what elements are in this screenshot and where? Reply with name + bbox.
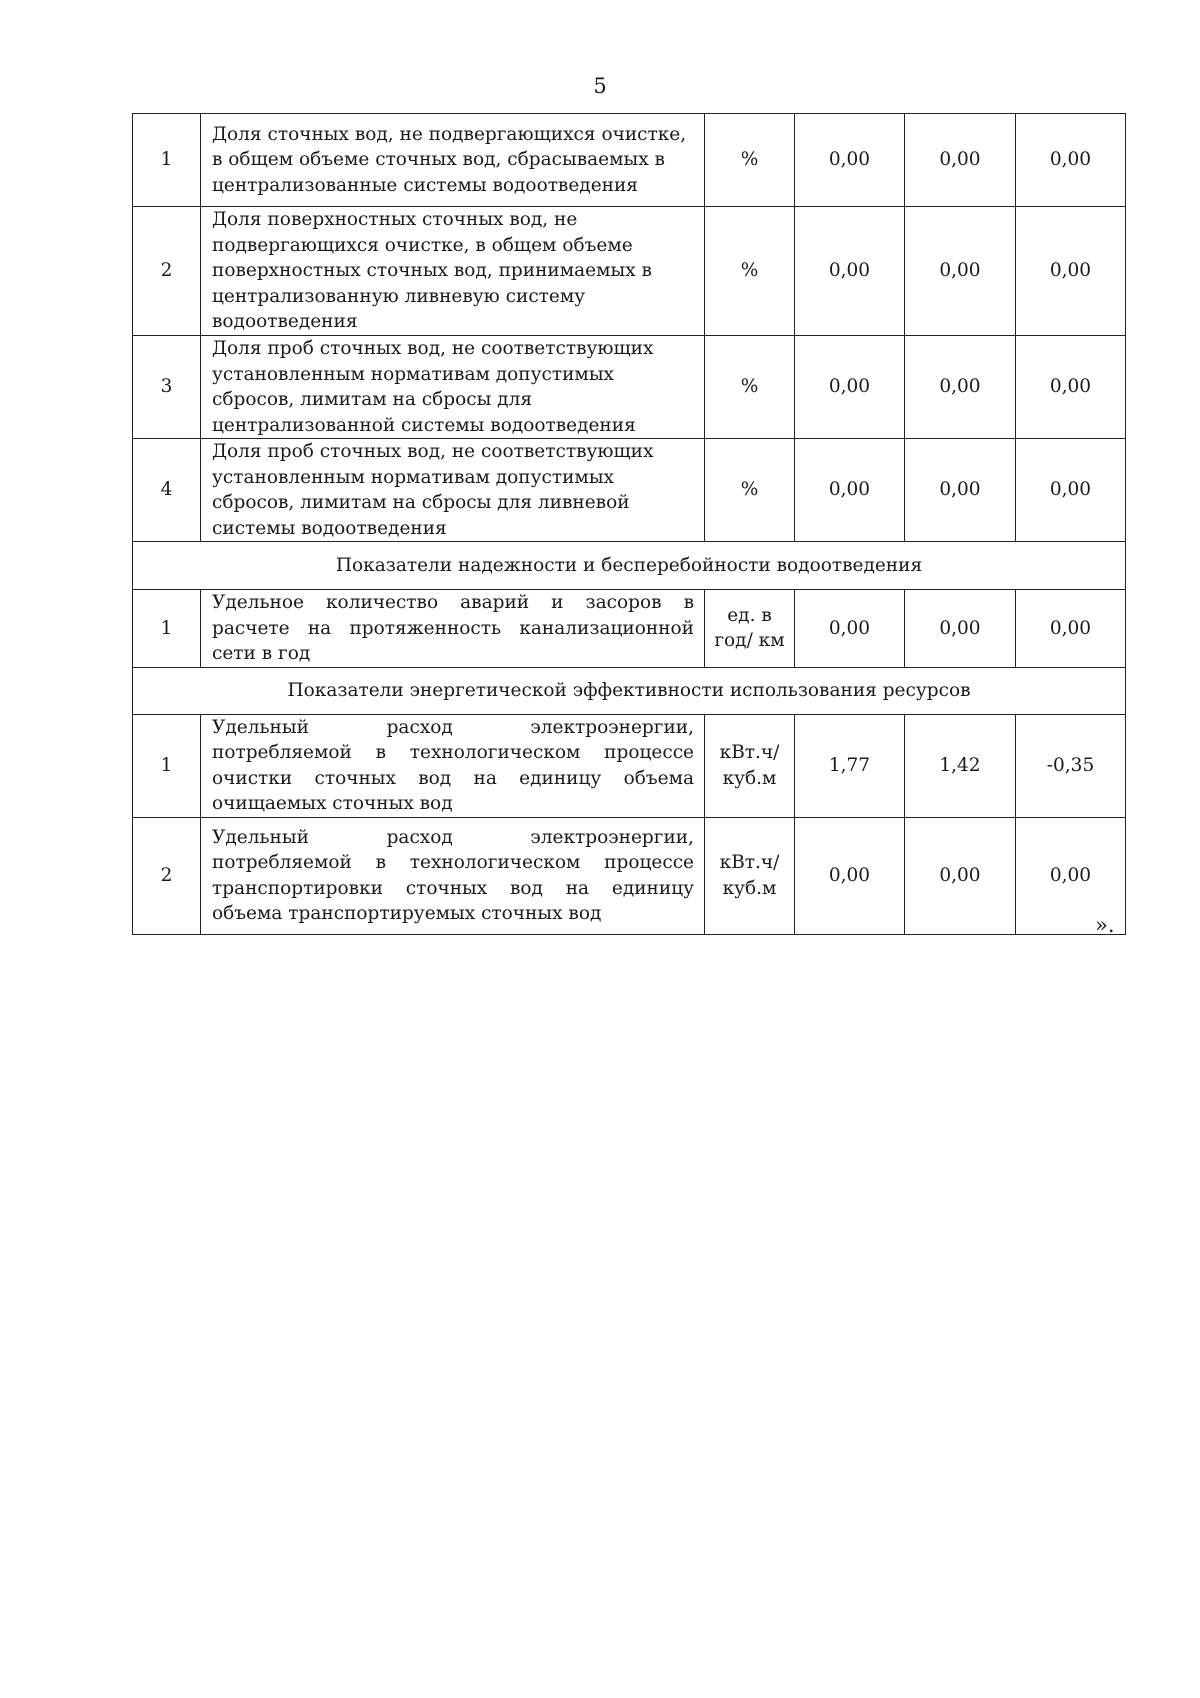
row-number: 1: [133, 114, 201, 207]
value-cell-2: 0,00: [905, 114, 1016, 207]
value-cell-3: 0,00: [1016, 207, 1126, 336]
value-cell-2: 0,00: [905, 207, 1016, 336]
table-row: [133, 207, 1126, 336]
closing-quote-mark: ».: [1095, 913, 1115, 937]
table-row: [133, 590, 1126, 668]
indicator-description: Удельное количество аварий и засоров в расчете на протяженность канализационной сети в год: [201, 590, 705, 668]
table-row: [133, 714, 1126, 817]
unit-cell: кВт.ч/ куб.м: [705, 817, 795, 934]
indicator-description: Доля проб сточных вод, не соответствующих установленным нормативам допустимых сбросов, лимитам на сбросы для централизованной системы водоотведения: [201, 336, 705, 439]
value-cell-3: 0,00: [1016, 590, 1126, 668]
unit-cell: %: [705, 114, 795, 207]
indicator-description: Удельный расход электроэнергии, потребляемой в технологическом процессе очистки сточных вод на единицу объема очищаемых сточных вод: [201, 714, 705, 817]
section-heading: Показатели энергетической эффективности использования ресурсов: [133, 667, 1126, 714]
table-row: [133, 439, 1126, 542]
section-heading-row: [133, 667, 1126, 714]
unit-cell: ед. в год/ км: [705, 590, 795, 668]
value-cell-3: 0,00: [1016, 439, 1126, 542]
row-number: 1: [133, 590, 201, 668]
unit-cell: %: [705, 439, 795, 542]
row-number: 4: [133, 439, 201, 542]
value-cell-1: 0,00: [795, 817, 905, 934]
unit-cell: %: [705, 336, 795, 439]
unit-cell: кВт.ч/ куб.м: [705, 714, 795, 817]
value-cell-1: 0,00: [795, 590, 905, 668]
indicators-table: [132, 113, 1126, 935]
value-cell-3: 0,00: [1016, 336, 1126, 439]
indicator-description: Доля проб сточных вод, не соответствующих установленным нормативам допустимых сбросов, лимитам на сбросы для ливневой системы водоотведения: [201, 439, 705, 542]
value-cell-3: -0,35: [1016, 714, 1126, 817]
row-number: 3: [133, 336, 201, 439]
section-heading: Показатели надежности и бесперебойности водоотведения: [133, 542, 1126, 590]
value-cell-1: 0,00: [795, 439, 905, 542]
value-cell-2: 0,00: [905, 817, 1016, 934]
value-cell-1: 0,00: [795, 207, 905, 336]
row-number: 1: [133, 714, 201, 817]
section-heading-row: [133, 542, 1126, 590]
value-cell-2: 0,00: [905, 590, 1016, 668]
value-cell-1: 0,00: [795, 336, 905, 439]
table-row: [133, 817, 1126, 934]
page-number: 5: [593, 74, 607, 98]
indicator-description: Доля поверхностных сточных вод, не подвергающихся очистке, в общем объеме поверхностных сточных вод, принимаемых в централизованную ливневую систему водоотведения: [201, 207, 705, 336]
value-cell-2: 0,00: [905, 439, 1016, 542]
row-number: 2: [133, 207, 201, 336]
table-row: [133, 336, 1126, 439]
table-row: [133, 114, 1126, 207]
row-number: 2: [133, 817, 201, 934]
value-cell-1: 1,77: [795, 714, 905, 817]
unit-cell: %: [705, 207, 795, 336]
value-cell-3: 0,00: [1016, 114, 1126, 207]
indicator-description: Удельный расход электроэнергии, потребляемой в технологическом процессе транспортировки сточных вод на единицу объема транспортируемых сточных вод: [201, 817, 705, 934]
value-cell-1: 0,00: [795, 114, 905, 207]
value-cell-2: 1,42: [905, 714, 1016, 817]
indicator-description: Доля сточных вод, не подвергающихся очистке, в общем объеме сточных вод, сбрасываемых в централизованные системы водоотведения: [201, 114, 705, 207]
value-cell-2: 0,00: [905, 336, 1016, 439]
value-cell-3: 0,00: [1016, 817, 1126, 934]
